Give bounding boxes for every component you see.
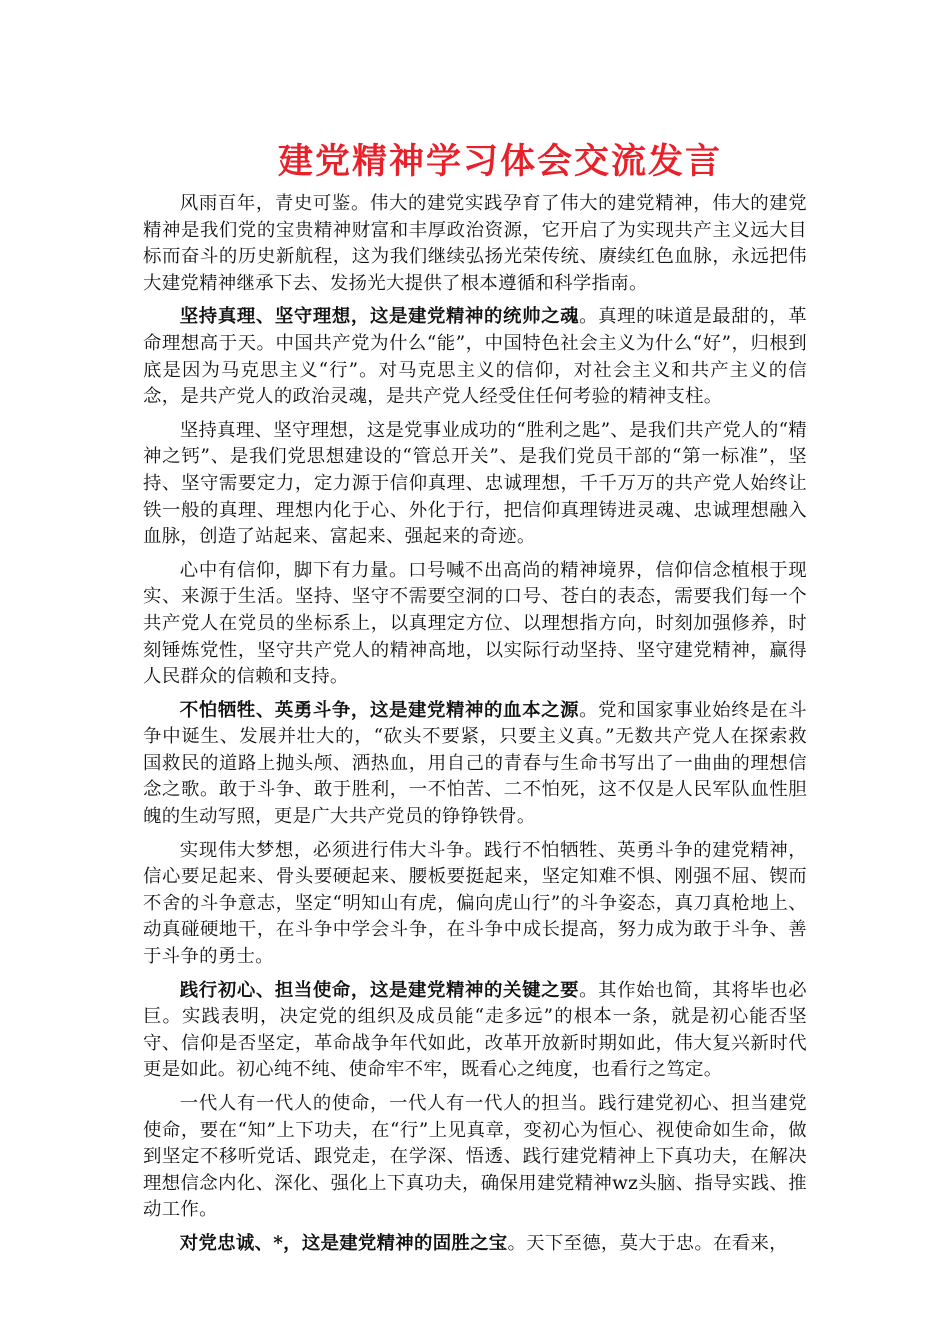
paragraph	[143, 1091, 807, 1224]
paragraph	[143, 838, 807, 971]
paragraph-text: 风雨百年，青史可鉴。伟大的建党实践孕育了伟大的建党精神，伟大的建党精神是我们党的宝贵精神财富和丰厚政治资源，它开启了为实现共产主义远大目标而奋斗的历史新航程，这为我们继续弘扬光荣传统、赓续红色血脉，永远把伟大建党精神继承下去、发扬光大提供了根本遵循和科学指南。	[143, 193, 807, 294]
paragraph-text: 。党和国家事业始终是在斗争中诞生、发展并壮大的，“砍头不要紧，只要主义真。”无数共产党人在探索救国救民的道路上抛头颅、洒热血，用自己的青春与生命书写出了一曲曲的理想信念之歌。敢于斗争、敢于胜利，一不怕苦、二不怕死，这不仅是人民军队血性胆魄的生动写照，更是广大共产党员的铮铮铁骨。	[143, 699, 807, 828]
paragraph-text: 坚持真理、坚守理想，这是党事业成功的“胜利之匙”、是我们共产党人的“精神之钙”、是我们党思想建设的“管总开关”、是我们党员干部的“第一标准”，坚持、坚守需要定力，定力源于信仰真理、忠诚理想，千千万万的共产党人始终让铁一般的真理、理想内化于心、外化于行，把信仰真理铸进灵魂、忠诚理想融入血脉，创造了站起来、富起来、强起来的奇迹。	[143, 419, 808, 548]
paragraph	[143, 304, 807, 410]
document-body	[143, 191, 807, 1265]
paragraph-lead: 不怕牺牲、英勇斗争，这是建党精神的血本之源	[179, 699, 580, 721]
paragraph	[143, 558, 807, 691]
paragraph-text: 一代人有一代人的使命，一代人有一代人的担当。践行建党初心、担当建党使命，要在“知”上下功夫，在“行”上见真章，变初心为恒心、视使命如生命，做到坚定不移听党话、跟党走，在学深、悟透、践行建党精神上下真功夫，在解决理想信念内化、深化、强化上下真功夫，确保用建党精神wz头脑、指导实践、推动工作。	[143, 1093, 807, 1221]
paragraph	[143, 978, 807, 1084]
paragraph-text: 实现伟大梦想，必须进行伟大斗争。践行不怕牺牲、英勇斗争的建党精神，信心要足起来、骨头要硬起来、腰板要挺起来，坚定知难不惧、刚强不屈、锲而不舍的斗争意志，坚定“明知山有虎，偏向虎山行”的斗争姿态，真刀真枪地上、动真碰硬地干，在斗争中学会斗争，在斗争中成长提高，努力成为敢于斗争、善于斗争的勇士。	[143, 839, 807, 968]
paragraph-text: 。其作始也简，其将毕也必巨。实践表明，决定党的组织及成员能“走多远”的根本一条，就是初心能否坚守、信仰是否坚定，革命战争年代如此，改革开放新时期如此，伟大复兴新时代更是如此。初心纯不纯、使命牢不牢，既看心之纯度，也看行之笃定。	[143, 979, 807, 1081]
paragraph-text: 。真理的味道是最甜的，革命理想高于天。中国共产党为什么“能”，中国特色社会主义为什么“好”，归根到底是因为马克思主义“行”。对马克思主义的信仰，对社会主义和共产主义的信念，是共产党人的政治灵魂，是共产党人经受住任何考验的精神支柱。	[143, 306, 807, 408]
paragraph	[143, 418, 807, 551]
paragraph	[143, 1231, 807, 1258]
paragraph	[143, 698, 807, 831]
paragraph-lead: 对党忠诚、*，这是建党精神的固胜之宝	[179, 1232, 508, 1254]
paragraph-lead: 坚持真理、坚守理想，这是建党精神的统帅之魂	[179, 306, 580, 328]
paragraph-lead: 践行初心、担当使命，这是建党精神的关键之要	[179, 979, 580, 1001]
paragraph	[143, 191, 807, 297]
paragraph-text: 。天下至德，莫大于忠。在看来，	[507, 1232, 788, 1254]
paragraph-text: 心中有信仰，脚下有力量。口号喊不出高尚的精神境界，信仰信念植根于现实、来源于生活。坚持、坚守不需要空洞的口号、苍白的表态，需要我们每一个共产党人在党员的坐标系上，以真理定方位、以理想指方向，时刻加强修养，时刻锤炼党性，坚守共产党人的精神高地，以实际行动坚持、坚守建党精神，赢得人民群众的信赖和支持。	[143, 559, 807, 688]
document-title: 建党精神学习体会交流发言	[277, 141, 722, 182]
